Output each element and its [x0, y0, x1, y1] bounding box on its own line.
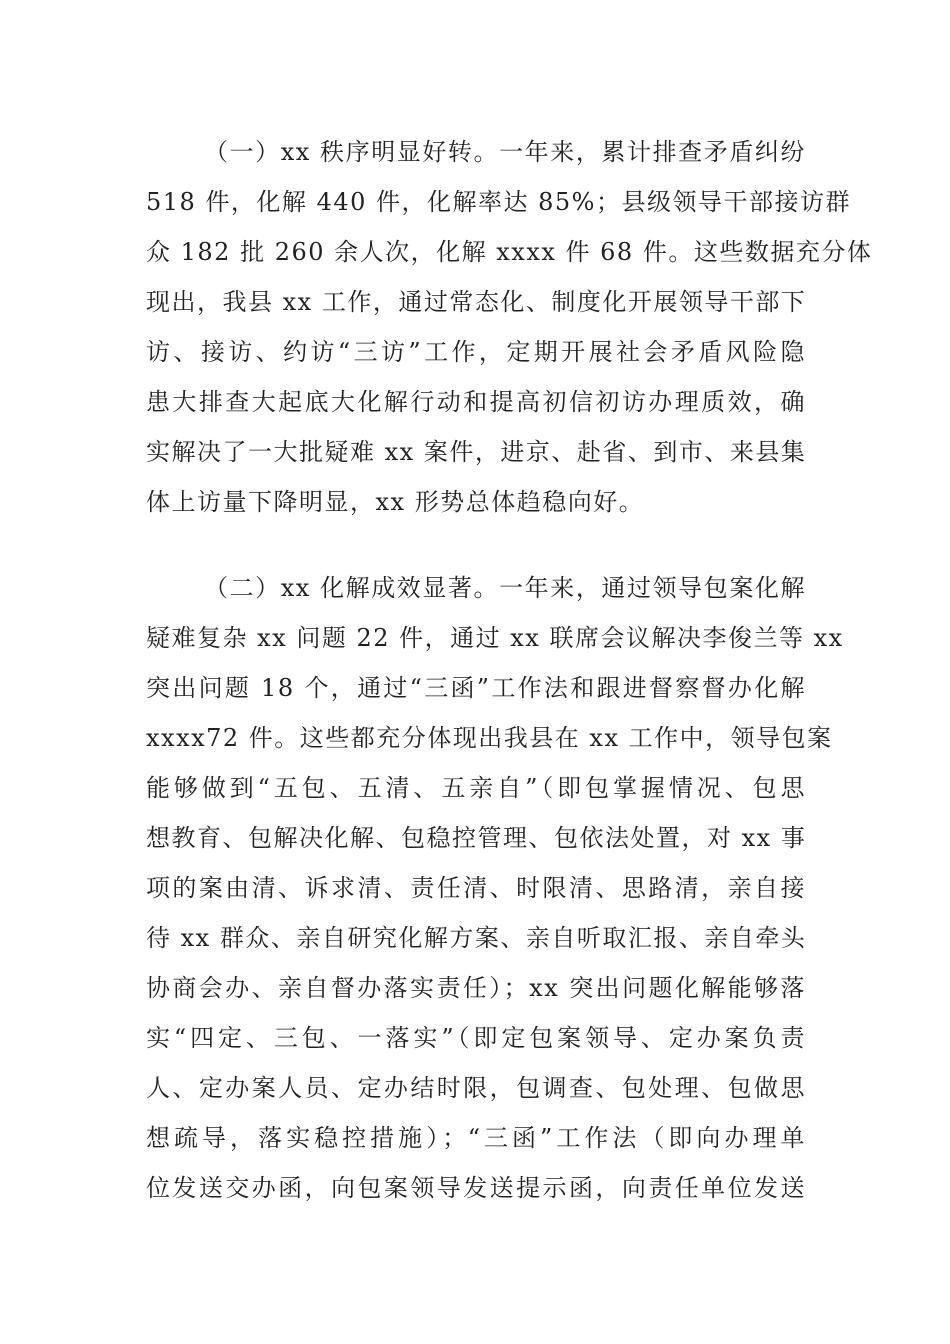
paragraph-resolution-results	[146, 563, 844, 1213]
text-line: 人、定办案人员、定办结时限，包调查、包处理、包做思	[146, 1074, 806, 1102]
text-line: 协商会办、亲自督办落实责任）；xx 突出问题化解能够落	[146, 974, 806, 1002]
text-line: 想疏导，落实稳控措施）；“三函”工作法（即向办理单	[146, 1124, 806, 1152]
text-line: 患大排查大起底大化解行动和提高初信初访办理质效，确	[146, 388, 806, 416]
text-line: 项的案由清、诉求清、责任清、时限清、思路清，亲自接	[146, 874, 806, 902]
text-line: 能够做到“五包、五清、五亲自”（即包掌握情况、包思	[146, 774, 806, 802]
text-line: 待 xx 群众、亲自研究化解方案、亲自听取汇报、亲自牵头	[146, 924, 807, 952]
paragraph-order-improvement	[146, 127, 873, 527]
text-line: xxxx72 件。这些都充分体现出我县在 xx 工作中，领导包案	[146, 724, 833, 752]
text-line: 实解决了一大批疑难 xx 案件，进京、赴省、到市、来县集	[146, 438, 807, 466]
text-line: 疑难复杂 xx 问题 22 件，通过 xx 联席会议解决李俊兰等 xx	[146, 624, 844, 652]
text-line: 518 件，化解 440 件，化解率达 85%；县级领导干部接访群	[146, 188, 851, 216]
text-line: 访、接访、约访“三访”工作，定期开展社会矛盾风险隐	[146, 338, 806, 366]
text-line: 想教育、包解决化解、包稳控管理、包依法处置，对 xx 事	[146, 824, 807, 852]
text-line: （二）xx 化解成效显著。一年来，通过领导包案化解	[204, 574, 806, 602]
text-line: 现出，我县 xx 工作，通过常态化、制度化开展领导干部下	[146, 288, 807, 316]
text-line: 体上访量下降明显，xx 形势总体趋稳向好。	[146, 488, 645, 516]
text-line: 实“四定、三包、一落实”（即定包案领导、定办案负责	[146, 1024, 806, 1052]
text-line: 众 182 批 260 余人次，化解 xxxx 件 68 件。这些数据充分体	[146, 238, 873, 266]
text-line: 位发送交办函，向包案领导发送提示函，向责任单位发送	[146, 1174, 806, 1202]
text-line: 突出问题 18 个，通过“三函”工作法和跟进督察督办化解	[146, 674, 806, 702]
text-line: （一）xx 秩序明显好转。一年来，累计排查矛盾纠纷	[204, 138, 806, 166]
